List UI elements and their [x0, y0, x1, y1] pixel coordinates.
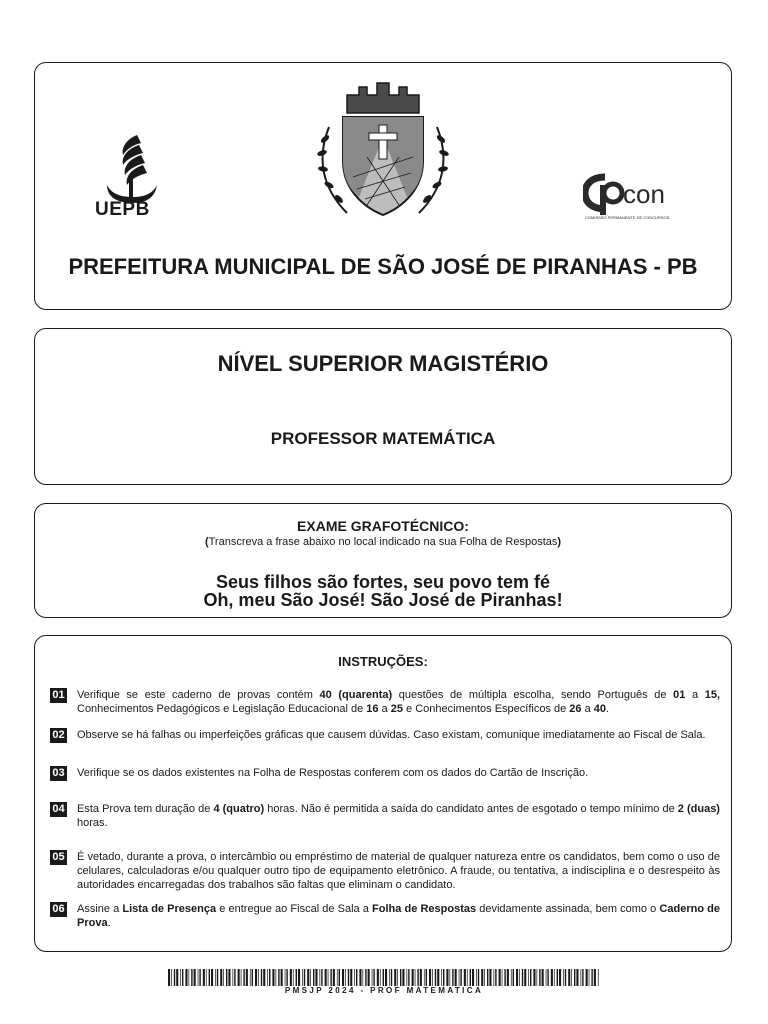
instruction-text-segment: horas.: [77, 817, 108, 829]
position-title: PROFESSOR MATEMÁTICA: [270, 429, 496, 448]
instruction-text-segment: Lista de Presença: [122, 903, 217, 915]
municipal-crest-icon: [307, 77, 459, 225]
instruction-text-segment: horas. Não é permitida a saída do candidato antes de esgotado o tempo mínimo de: [264, 803, 678, 815]
instruction-number: 02: [50, 728, 67, 743]
exam-box: [34, 503, 732, 618]
instruction-text-segment: 25: [390, 703, 403, 715]
instruction-text-segment: questões de múltipla escolha, sendo Português de: [392, 689, 674, 701]
instruction-text-segment: Verifique se este caderno de provas contém: [77, 689, 320, 701]
header-box: [34, 62, 732, 310]
instruction-text-segment: e entregue ao Fiscal de Sala a: [216, 903, 373, 915]
instruction-text-segment: 40: [593, 703, 607, 715]
instruction-text: [77, 766, 720, 780]
instruction-text-segment: 4 (quatro): [213, 803, 265, 815]
uepb-label: UEPB: [95, 199, 150, 220]
instruction-text-segment: .: [606, 703, 610, 715]
instruction-text-segment: Verifique se os dados existentes na Folha de Respostas conferem com os dados do Cartão de Inscrição.: [77, 767, 589, 779]
instruction-text-segment: 15,: [704, 689, 721, 701]
instruction-number: 03: [50, 766, 67, 781]
svg-text:COMISSÃO PERMANENTE DE CONCURS: COMISSÃO PERMANENTE DE CONCURSOS: [585, 215, 670, 220]
instruction-text-segment: Esta Prova tem duração de: [77, 803, 214, 815]
instruction-text: [77, 802, 720, 830]
instructions-box: [34, 635, 732, 952]
exam-phrase-line1: Seus filhos são fortes, seu povo tem fé: [215, 572, 551, 592]
instruction-text-segment: .: [107, 917, 111, 929]
instruction-text-segment: É vetado, durante a prova, o intercâmbio ou empréstimo de material de qualquer natureza entre os candidatos, bem como o uso de celulares, calculadoras e/ou qualquer outro tipo de equipamento eletrônico. A fraude, ou tentativa, a indisciplina e o desrespeito às autoridades encarregadas dos trabalhos são faltas que eliminam o candidato.: [77, 851, 720, 891]
instruction-text-segment: 40 (quarenta): [319, 689, 393, 701]
instruction-text-segment: Conhecimentos Pedagógicos e Legislação Educacional de: [77, 703, 367, 715]
instruction-text: [77, 728, 720, 742]
svg-text:con: con: [623, 179, 665, 209]
instruction-text-segment: Observe se há falhas ou imperfeições gráficas que causem dúvidas. Caso existam, comunique imediatamente ao Fiscal de Sala.: [77, 729, 706, 741]
instruction-text-segment: a: [685, 689, 705, 701]
instruction-text-segment: 2 (duas): [677, 803, 720, 815]
exam-phrase-line2: Oh, meu São José! São José de Piranhas!: [203, 590, 563, 610]
instruction-number: 05: [50, 850, 67, 865]
instruction-text-segment: 26: [569, 703, 582, 715]
level-box: [34, 328, 732, 485]
instruction-text: [77, 850, 720, 892]
barcode-icon: [168, 969, 600, 986]
level-title: NÍVEL SUPERIOR MAGISTÉRIO: [217, 351, 549, 376]
instruction-text: [77, 902, 720, 930]
instruction-text-segment: a: [378, 703, 391, 715]
instruction-text-segment: Assine a: [77, 903, 123, 915]
instruction-text-segment: devidamente assinada, bem como o: [476, 903, 660, 915]
instruction-text-segment: Folha de Respostas: [372, 903, 477, 915]
page-title: PREFEITURA MUNICIPAL DE SÃO JOSÉ DE PIRANHAS - PB: [68, 254, 698, 279]
instruction-text: [77, 688, 720, 716]
exam-title: EXAME GRAFOTÉCNICO:: [297, 518, 469, 534]
exam-subtitle: (Transcreva a frase abaixo no local indicado na sua Folha de Respostas): [204, 536, 562, 548]
instruction-number: 06: [50, 902, 67, 917]
instructions-title: INSTRUÇÕES:: [338, 654, 428, 669]
instruction-number: 04: [50, 802, 67, 817]
instruction-number: 01: [50, 688, 67, 703]
barcode-label: PMSJP 2024 - PROF MATEMATICA: [284, 986, 484, 995]
instruction-text-segment: a: [581, 703, 594, 715]
instruction-text-segment: 16: [366, 703, 379, 715]
instruction-text-segment: Caderno de Prova: [77, 903, 721, 929]
instruction-text-segment: 01: [673, 689, 686, 701]
cpcon-logo-icon: [583, 167, 693, 221]
instruction-text-segment: e Conhecimentos Específicos de: [402, 703, 570, 715]
